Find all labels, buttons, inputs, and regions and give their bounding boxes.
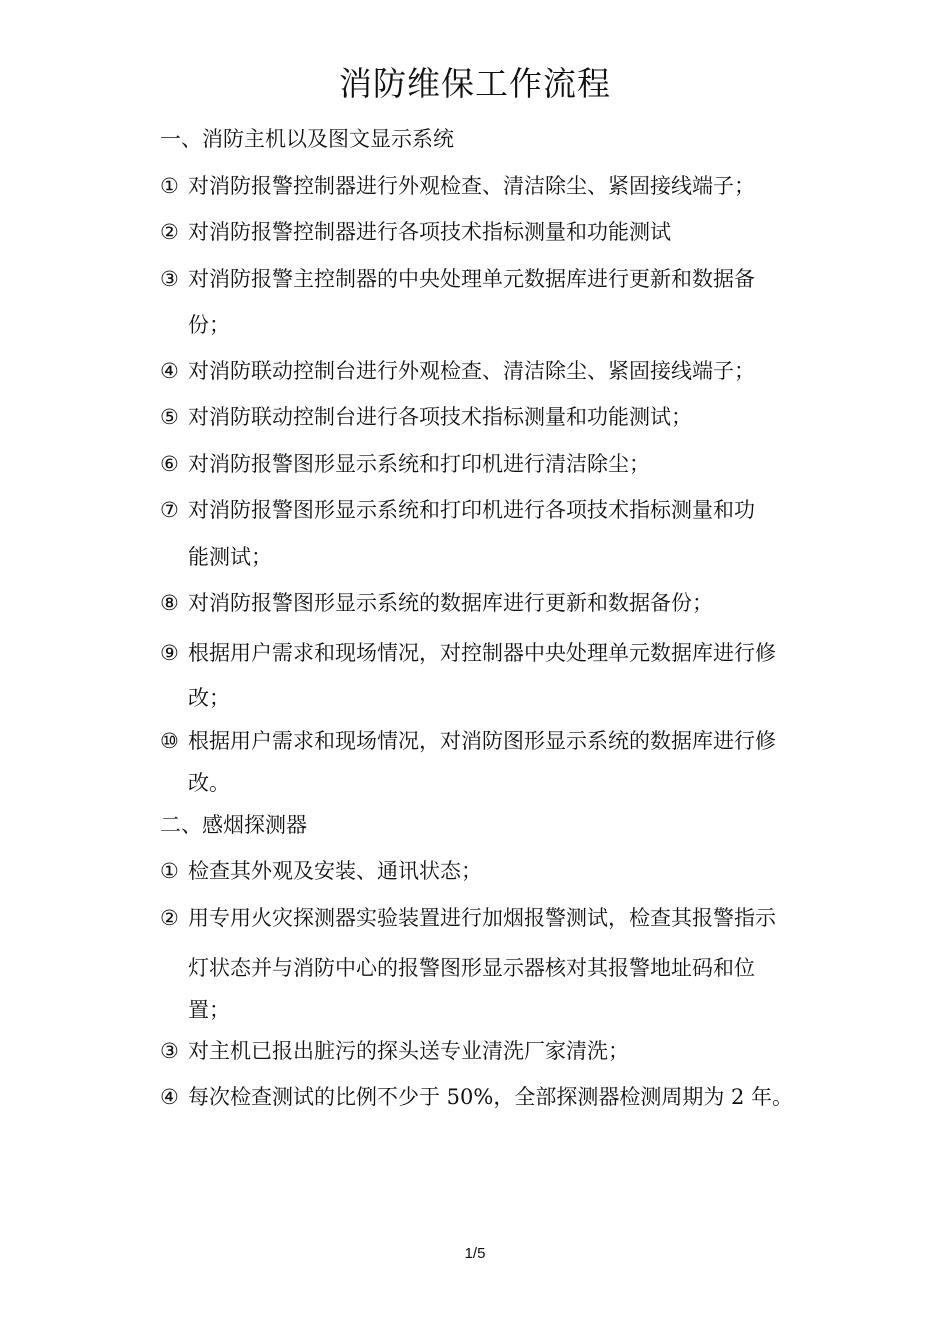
list-item: [160, 356, 755, 386]
item-number: ③: [160, 267, 179, 291]
section-heading-fire-host: 一、消防主机以及图文显示系统: [160, 127, 454, 151]
item-text: 对消防报警主控制器的中央处理单元数据库进行更新和数据备: [188, 267, 755, 291]
list-item: [160, 1082, 793, 1112]
item-number: ⑤: [160, 405, 179, 429]
item-number: ⑩: [160, 729, 179, 753]
list-item: [160, 1036, 629, 1066]
item-text: 根据用户需求和现场情况，对控制器中央处理单元数据库进行修: [188, 641, 776, 665]
item-text: 对消防报警控制器进行外观检查、清洁除尘、紧固接线端子；: [188, 174, 755, 198]
item-number: ②: [160, 220, 179, 244]
item-number: ④: [160, 1085, 179, 1109]
item-text: 对消防联动控制台进行各项技术指标测量和功能测试；: [188, 405, 692, 429]
item-text: 根据用户需求和现场情况，对消防图形显示系统的数据库进行修: [188, 729, 776, 753]
item-text: 对消防报警控制器进行各项技术指标测量和功能测试: [188, 220, 671, 244]
item-text: 用专用火灾探测器实验装置进行加烟报警测试，检查其报警指示: [188, 906, 776, 930]
item-number: ④: [160, 359, 179, 383]
page-number: 1/5: [464, 1245, 486, 1262]
list-item: [160, 856, 482, 886]
item-number: ⑥: [160, 452, 179, 476]
item-continuation: 改。: [188, 771, 230, 795]
page-title: 消防维保工作流程: [339, 64, 611, 103]
item-text: 对消防报警图形显示系统和打印机进行各项技术指标测量和功: [188, 498, 755, 522]
item-continuation: 改；: [188, 686, 230, 710]
list-item: [160, 903, 776, 933]
item-number: ⑧: [160, 591, 179, 615]
list-item: [160, 171, 755, 201]
item-continuation: 置；: [188, 998, 230, 1022]
item-continuation: 能测试；: [188, 545, 272, 569]
item-number: ⑦: [160, 498, 179, 522]
item-number: ⑨: [160, 641, 179, 665]
item-text: 对消防报警图形显示系统和打印机进行清洁除尘；: [188, 452, 650, 476]
list-item: [160, 402, 692, 432]
list-item: [160, 217, 671, 247]
item-number: ③: [160, 1039, 179, 1063]
item-text: 检查其外观及安装、通讯状态；: [188, 859, 482, 883]
list-item: [160, 449, 650, 479]
list-item: [160, 495, 755, 525]
item-text: 对主机已报出脏污的探头送专业清洗厂家清洗；: [188, 1039, 629, 1063]
section-heading-smoke-detector: 二、感烟探测器: [160, 813, 307, 837]
item-number: ①: [160, 174, 179, 198]
item-text: 每次检查测试的比例不少于 50%，全部探测器检测周期为 2 年。: [188, 1085, 794, 1109]
item-text: 对消防报警图形显示系统的数据库进行更新和数据备份；: [188, 591, 713, 615]
list-item: [160, 726, 776, 756]
list-item: [160, 588, 713, 618]
item-text: 对消防联动控制台进行外观检查、清洁除尘、紧固接线端子；: [188, 359, 755, 383]
item-number: ①: [160, 859, 179, 883]
item-number: ②: [160, 906, 179, 930]
list-item: [160, 638, 776, 668]
item-continuation: 灯状态并与消防中心的报警图形显示器核对其报警地址码和位: [188, 956, 755, 980]
list-item: [160, 264, 755, 294]
item-continuation: 份；: [188, 313, 230, 337]
